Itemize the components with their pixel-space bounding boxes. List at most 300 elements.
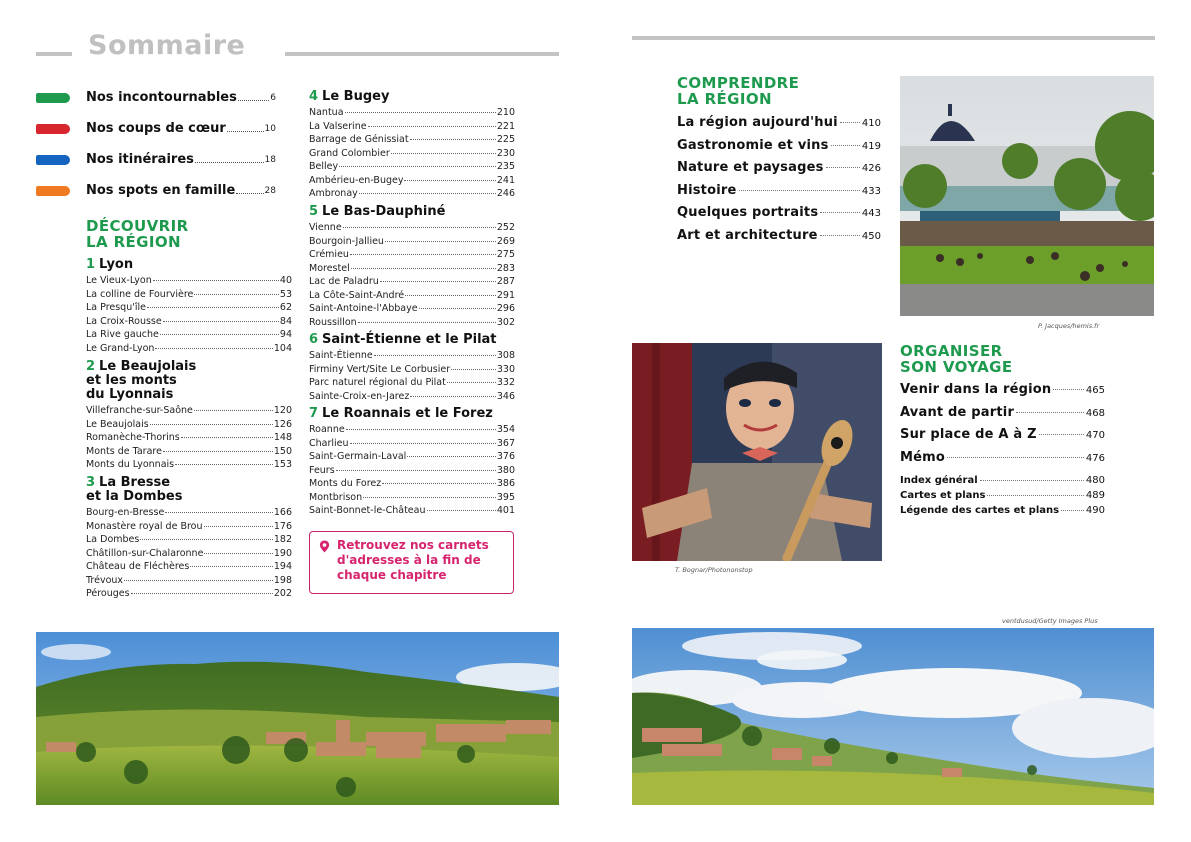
entry-page: 376 (496, 451, 515, 462)
toc-entry[interactable] (309, 221, 515, 235)
entry-label: Ambérieu-en-Bugey (309, 174, 404, 186)
toc-entry[interactable] (86, 301, 292, 315)
toc-entry[interactable] (900, 379, 1105, 402)
title-rule-right (285, 52, 559, 56)
chapter-title[interactable] (309, 205, 515, 219)
leader-dots (826, 167, 860, 168)
entry-page: 53 (279, 288, 292, 300)
entry-page: 198 (273, 574, 292, 586)
leader-dots (385, 241, 496, 242)
highlight-coups-de-coeur[interactable] (36, 121, 276, 136)
chapter-number: 1 (86, 257, 96, 272)
entry-label: Bourgoin-Jallieu (309, 235, 384, 247)
entry-label: Avant de partir (900, 404, 1015, 420)
heading-line: LA RÉGION (86, 233, 181, 251)
heading-line: DÉCOUVRIR (86, 217, 189, 235)
leader-dots (190, 566, 273, 567)
toc-entry[interactable] (677, 112, 881, 135)
leader-dots (165, 512, 273, 513)
entry-label: Monts du Lyonnais (86, 459, 175, 470)
entry-label: La Croix-Rousse (86, 315, 162, 327)
leader-dots (238, 100, 269, 101)
entry-page: 433 (861, 185, 881, 197)
highlight-label: Nos incontournables (86, 90, 237, 105)
entry-page: 94 (279, 329, 292, 340)
leader-dots (336, 470, 496, 471)
heading-line: COMPRENDRE (677, 74, 800, 92)
leader-dots (181, 437, 273, 438)
toc-entry[interactable] (900, 488, 1105, 503)
entry-label: Art et architecture (677, 227, 818, 243)
toc-entry[interactable] (900, 473, 1105, 488)
photo-credit-puppet: T. Bognar/Photononstop (675, 566, 753, 574)
entry-label: Monastère royal de Brou (86, 520, 203, 532)
hillside-village-photo (632, 628, 1154, 805)
leader-dots (407, 456, 496, 457)
entry-label: La Dombes (86, 534, 140, 545)
leader-dots (163, 451, 273, 452)
entry-page: 346 (496, 390, 515, 402)
leader-dots (155, 348, 272, 349)
leader-dots (363, 497, 496, 498)
leader-dots (147, 307, 279, 308)
highlight-page: 6 (270, 92, 276, 103)
chapter-title-text: Le Bas-Dauphiné (322, 204, 446, 219)
entry-label: Saint-Germain-Laval (309, 451, 407, 462)
entry-label: La région aujourd'hui (677, 115, 838, 130)
leader-dots (175, 464, 273, 465)
leader-dots (124, 580, 273, 581)
toc-entry[interactable] (677, 157, 881, 180)
section-heading-decouvrir (86, 218, 189, 250)
highlight-label: Nos itinéraires (86, 152, 194, 167)
chapter-title-text: La Bresse (99, 475, 171, 490)
entry-label: Romanèche-Thorins (86, 432, 180, 443)
toc-entry[interactable] (309, 477, 515, 491)
entry-label: Ambronay (309, 188, 358, 199)
leader-dots (404, 180, 495, 181)
toc-entry[interactable] (900, 503, 1105, 518)
entry-label: Feurs (309, 464, 335, 476)
entry-page: 367 (496, 437, 515, 449)
toc-entry[interactable] (309, 106, 515, 120)
leader-dots (820, 212, 860, 213)
entry-label: La Presqu'île (86, 302, 146, 313)
toc-entry[interactable] (86, 445, 292, 459)
entry-page: 230 (496, 147, 515, 159)
toc-entry[interactable] (309, 363, 515, 377)
chapter-number: 5 (309, 204, 319, 219)
entry-label: Saint-Étienne (309, 350, 373, 361)
toc-entry[interactable] (86, 418, 292, 432)
chapter-bresse-dombes (86, 476, 292, 601)
entry-page: 246 (496, 188, 515, 199)
leader-dots (840, 122, 860, 123)
entry-page: 354 (496, 424, 515, 435)
section-heading-organiser (900, 343, 1013, 375)
toc-entry[interactable] (309, 316, 515, 330)
page-title: Sommaire (88, 30, 246, 61)
chapter-title-text: du Lyonnais (86, 387, 174, 402)
leader-dots (236, 193, 263, 194)
leader-dots (339, 166, 496, 167)
entry-page: 148 (273, 432, 292, 443)
toc-entry[interactable] (86, 288, 292, 302)
comprendre-list (677, 112, 881, 247)
leader-dots (368, 126, 496, 127)
entry-label: La Côte-Saint-André (309, 289, 405, 301)
entry-label: Morestel (309, 262, 350, 274)
toc-entry[interactable] (309, 133, 515, 147)
entry-label: Trévoux (86, 574, 124, 586)
entry-label: Saint-Antoine-l'Abbaye (309, 303, 418, 314)
entry-page: 176 (273, 520, 292, 532)
entry-label: Nantua (309, 107, 344, 118)
toc-entry[interactable] (900, 447, 1105, 470)
entry-page: 287 (496, 276, 515, 287)
chapter-title[interactable] (309, 333, 515, 347)
leader-dots (350, 254, 496, 255)
photo-credit-landscape: ventdusud/Getty Images Plus (1002, 617, 1098, 625)
chapter-lyon (86, 258, 292, 355)
entry-label: Le Beaujolais (86, 418, 149, 430)
toc-entry[interactable] (86, 404, 292, 418)
toc-entry[interactable] (309, 174, 515, 188)
entry-label: Charlieu (309, 437, 349, 449)
toc-entry[interactable] (86, 560, 292, 574)
entry-label: Monts du Forez (309, 478, 382, 489)
highlight-page: 10 (264, 123, 276, 134)
entry-label: Firminy Vert/Site Le Corbusier (309, 363, 451, 375)
toc-entry[interactable] (309, 423, 515, 437)
entry-page: 104 (273, 342, 292, 354)
leader-dots (359, 193, 496, 194)
toc-entry[interactable] (86, 274, 292, 288)
entry-label: La Rive gauche (86, 329, 159, 340)
entry-page: 210 (496, 107, 515, 118)
entry-label: Sainte-Croix-en-Jarez (309, 390, 410, 402)
entry-label: Roussillon (309, 316, 357, 328)
leader-dots (947, 457, 1084, 458)
entry-page: 480 (1085, 475, 1105, 486)
entry-label: Grand Colombier (309, 147, 390, 159)
entry-label: Quelques portraits (677, 205, 819, 220)
toc-entry[interactable] (309, 147, 515, 161)
leader-dots (987, 495, 1083, 496)
callout-text: Retrouvez nos carnets d'adresses à la fin de chaque chapitre (337, 538, 489, 582)
entry-page: 235 (496, 161, 515, 172)
entry-page: 62 (279, 302, 292, 313)
leader-dots (204, 553, 272, 554)
toc-entry[interactable] (309, 187, 515, 201)
leader-dots (1061, 510, 1084, 511)
toc-entry[interactable] (309, 491, 515, 505)
entry-label: Crémieu (309, 249, 349, 260)
organiser-list (900, 379, 1105, 518)
orange-tab-icon (36, 186, 70, 196)
chapter-bas-dauphine (309, 205, 515, 329)
lyon-riverside-photo (900, 76, 1154, 316)
toc-entry[interactable] (309, 464, 515, 478)
entry-page: 450 (861, 230, 881, 242)
entry-label: Château de Fléchères (86, 561, 190, 572)
entry-label: Gastronomie et vins (677, 137, 829, 153)
leader-dots (410, 139, 496, 140)
leader-dots (160, 334, 279, 335)
entry-label: Saint-Bonnet-le-Château (309, 505, 426, 516)
chapter-number: 4 (309, 89, 319, 104)
entry-label: Parc naturel régional du Pilat (309, 377, 446, 388)
entry-label: Mémo (900, 449, 946, 465)
entry-page: 166 (273, 507, 292, 518)
toc-entry[interactable] (309, 275, 515, 289)
entry-page: 252 (496, 222, 515, 233)
chapter-title-text: Le Roannais et le Forez (322, 406, 493, 421)
leader-dots (194, 294, 279, 295)
highlight-page: 28 (264, 185, 276, 196)
entry-page: 489 (1085, 490, 1105, 501)
entry-label: Sur place de A à Z (900, 427, 1037, 442)
entry-page: 380 (496, 464, 515, 476)
photo-credit-lyon: P. Jacques/hemis.fr (1038, 322, 1100, 330)
chapter-title-text: Le Bugey (322, 89, 390, 104)
chapter-title-text: Saint-Étienne et le Pilat (322, 332, 497, 347)
toc-entry[interactable] (309, 160, 515, 174)
highlight-page: 18 (264, 154, 276, 165)
chapter-title-text: et la Dombes (86, 489, 183, 504)
leader-dots (410, 396, 496, 397)
leader-dots (447, 382, 496, 383)
toc-entry[interactable] (86, 506, 292, 520)
leader-dots (980, 480, 1084, 481)
red-tab-icon (36, 124, 70, 134)
entry-page: 401 (496, 505, 515, 516)
toc-entry[interactable] (309, 450, 515, 464)
leader-dots (739, 190, 860, 191)
leader-dots (1053, 389, 1084, 390)
entry-page: 308 (496, 350, 515, 361)
leader-dots (1039, 434, 1084, 435)
toc-entry[interactable] (86, 574, 292, 588)
leader-dots (380, 281, 496, 282)
leader-dots (427, 510, 496, 511)
leader-dots (1016, 412, 1084, 413)
chapter-beaujolais (86, 360, 292, 472)
heading-line: ORGANISER (900, 342, 1003, 360)
leader-dots (358, 322, 496, 323)
entry-label: Monts de Tarare (86, 445, 162, 457)
entry-label: Bourg-en-Bresse (86, 507, 165, 518)
entry-page: 470 (1085, 430, 1105, 441)
chapter-roannais-forez (309, 407, 515, 518)
entry-page: 386 (496, 478, 515, 489)
entry-label: Nature et paysages (677, 160, 824, 175)
entry-page: 490 (1085, 505, 1105, 516)
entry-page: 332 (496, 377, 515, 388)
chapter-title-text: et les monts (86, 373, 177, 388)
address-callout-box (309, 531, 514, 594)
entry-label: La colline de Fourvière (86, 288, 194, 300)
entry-label: Le Vieux-Lyon (86, 275, 152, 286)
entry-label: Barrage de Génissiat (309, 134, 409, 145)
entry-label: Index général (900, 475, 978, 486)
toc-entry[interactable] (309, 349, 515, 363)
chapter-number: 3 (86, 475, 96, 490)
entry-page: 126 (273, 418, 292, 430)
entry-page: 182 (273, 534, 292, 545)
entry-label: Vienne (309, 222, 342, 233)
chapter-number: 2 (86, 359, 96, 374)
entry-page: 84 (279, 315, 292, 327)
entry-page: 225 (496, 134, 515, 145)
highlight-label: Nos spots en famille (86, 183, 236, 198)
leader-dots (382, 483, 496, 484)
chapter-title-text: Lyon (99, 257, 134, 272)
entry-label: Légende des cartes et plans (900, 505, 1060, 516)
leader-dots (350, 443, 496, 444)
chapter-title[interactable] (309, 407, 515, 421)
highlight-incontournables[interactable] (36, 90, 276, 105)
entry-label: Le Grand-Lyon (86, 342, 155, 354)
toc-entry[interactable] (86, 315, 292, 329)
toc-entry[interactable] (309, 262, 515, 276)
entry-page: 291 (496, 289, 515, 301)
entry-label: Lac de Paladru (309, 276, 379, 287)
entry-label: Roanne (309, 424, 345, 435)
leader-dots (131, 593, 273, 594)
entry-page: 283 (496, 262, 515, 274)
entry-label: Belley (309, 161, 339, 172)
leader-dots (391, 153, 496, 154)
toc-entry[interactable] (677, 225, 881, 248)
entry-page: 202 (273, 588, 292, 599)
chapter-title[interactable] (86, 476, 292, 504)
entry-page: 241 (496, 174, 515, 186)
toc-entry[interactable] (309, 289, 515, 303)
entry-label: Villefranche-sur-Saône (86, 405, 193, 416)
chapter-number: 6 (309, 332, 319, 347)
entry-page: 40 (279, 275, 292, 286)
leader-dots (345, 112, 496, 113)
entry-page: 275 (496, 249, 515, 260)
toc-entry[interactable] (900, 424, 1105, 447)
entry-label: Cartes et plans (900, 490, 986, 501)
chapter-bugey (309, 90, 515, 201)
leader-dots (405, 295, 496, 296)
entry-page: 330 (496, 363, 515, 375)
entry-page: 120 (273, 405, 292, 416)
entry-page: 153 (273, 459, 292, 470)
entry-page: 194 (273, 561, 292, 572)
chapter-title[interactable] (309, 90, 515, 104)
entry-label: La Valserine (309, 120, 367, 132)
right-page-top-rule (632, 36, 1155, 40)
beaujolais-village-photo (36, 632, 559, 805)
entry-label: Histoire (677, 182, 737, 198)
heading-line: SON VOYAGE (900, 358, 1013, 376)
entry-page: 221 (496, 120, 515, 132)
leader-dots (227, 131, 264, 132)
toc-entry[interactable] (309, 235, 515, 249)
toc-entry[interactable] (677, 135, 881, 158)
highlight-itineraires[interactable] (36, 152, 276, 167)
toc-entry[interactable] (86, 547, 292, 561)
toc-entry[interactable] (309, 248, 515, 262)
entry-label: Châtillon-sur-Chalaronne (86, 547, 204, 559)
entry-label: Pérouges (86, 588, 130, 599)
entry-page: 465 (1085, 385, 1105, 396)
toc-entry[interactable] (309, 302, 515, 316)
blue-tab-icon (36, 155, 70, 165)
chapter-saint-etienne (309, 333, 515, 403)
leader-dots (140, 539, 273, 540)
toc-entry[interactable] (86, 431, 292, 445)
chapter-title-text: Le Beaujolais (99, 359, 197, 374)
toc-entry[interactable] (86, 533, 292, 547)
entry-page: 395 (496, 491, 515, 503)
leader-dots (419, 308, 496, 309)
leader-dots (374, 355, 496, 356)
entry-page: 443 (861, 208, 881, 219)
toc-entry[interactable] (309, 437, 515, 451)
leader-dots (351, 268, 496, 269)
leader-dots (163, 321, 279, 322)
leader-dots (194, 410, 273, 411)
entry-page: 468 (1085, 407, 1105, 419)
toc-entry[interactable] (86, 328, 292, 342)
leader-dots (346, 429, 496, 430)
section-heading-comprendre (677, 75, 799, 107)
entry-page: 419 (861, 140, 881, 152)
toc-entry[interactable] (86, 458, 292, 472)
leader-dots (343, 227, 496, 228)
leader-dots (831, 145, 860, 146)
entry-page: 410 (861, 118, 881, 129)
heading-line: LA RÉGION (677, 90, 772, 108)
leader-dots (204, 526, 273, 527)
toc-entry[interactable] (309, 120, 515, 134)
entry-label: Montbrison (309, 491, 363, 503)
chapter-title[interactable] (86, 258, 292, 272)
entry-label: Venir dans la région (900, 382, 1052, 397)
entry-page: 150 (273, 445, 292, 457)
toc-entry[interactable] (86, 342, 292, 356)
toc-entry[interactable] (309, 504, 515, 518)
leader-dots (195, 162, 264, 163)
entry-page: 302 (496, 316, 515, 328)
toc-entry[interactable] (309, 390, 515, 404)
toc-entry[interactable] (309, 376, 515, 390)
leader-dots (820, 235, 860, 236)
entry-page: 296 (496, 303, 515, 314)
toc-entry[interactable] (86, 520, 292, 534)
toc-entry[interactable] (677, 202, 881, 225)
guignol-puppet-photo (632, 343, 882, 561)
chapter-number: 7 (309, 406, 319, 421)
green-tab-icon (36, 93, 70, 103)
title-rule-left (36, 52, 72, 56)
map-pin-icon (318, 540, 331, 553)
highlight-spots-famille[interactable] (36, 183, 276, 198)
entry-page: 476 (1085, 452, 1105, 464)
chapter-title[interactable] (86, 360, 292, 402)
leader-dots (153, 280, 279, 281)
toc-entry[interactable] (86, 587, 292, 601)
leader-dots (150, 424, 273, 425)
toc-entry[interactable] (900, 402, 1105, 425)
toc-entry[interactable] (677, 180, 881, 203)
entry-page: 190 (273, 547, 292, 559)
